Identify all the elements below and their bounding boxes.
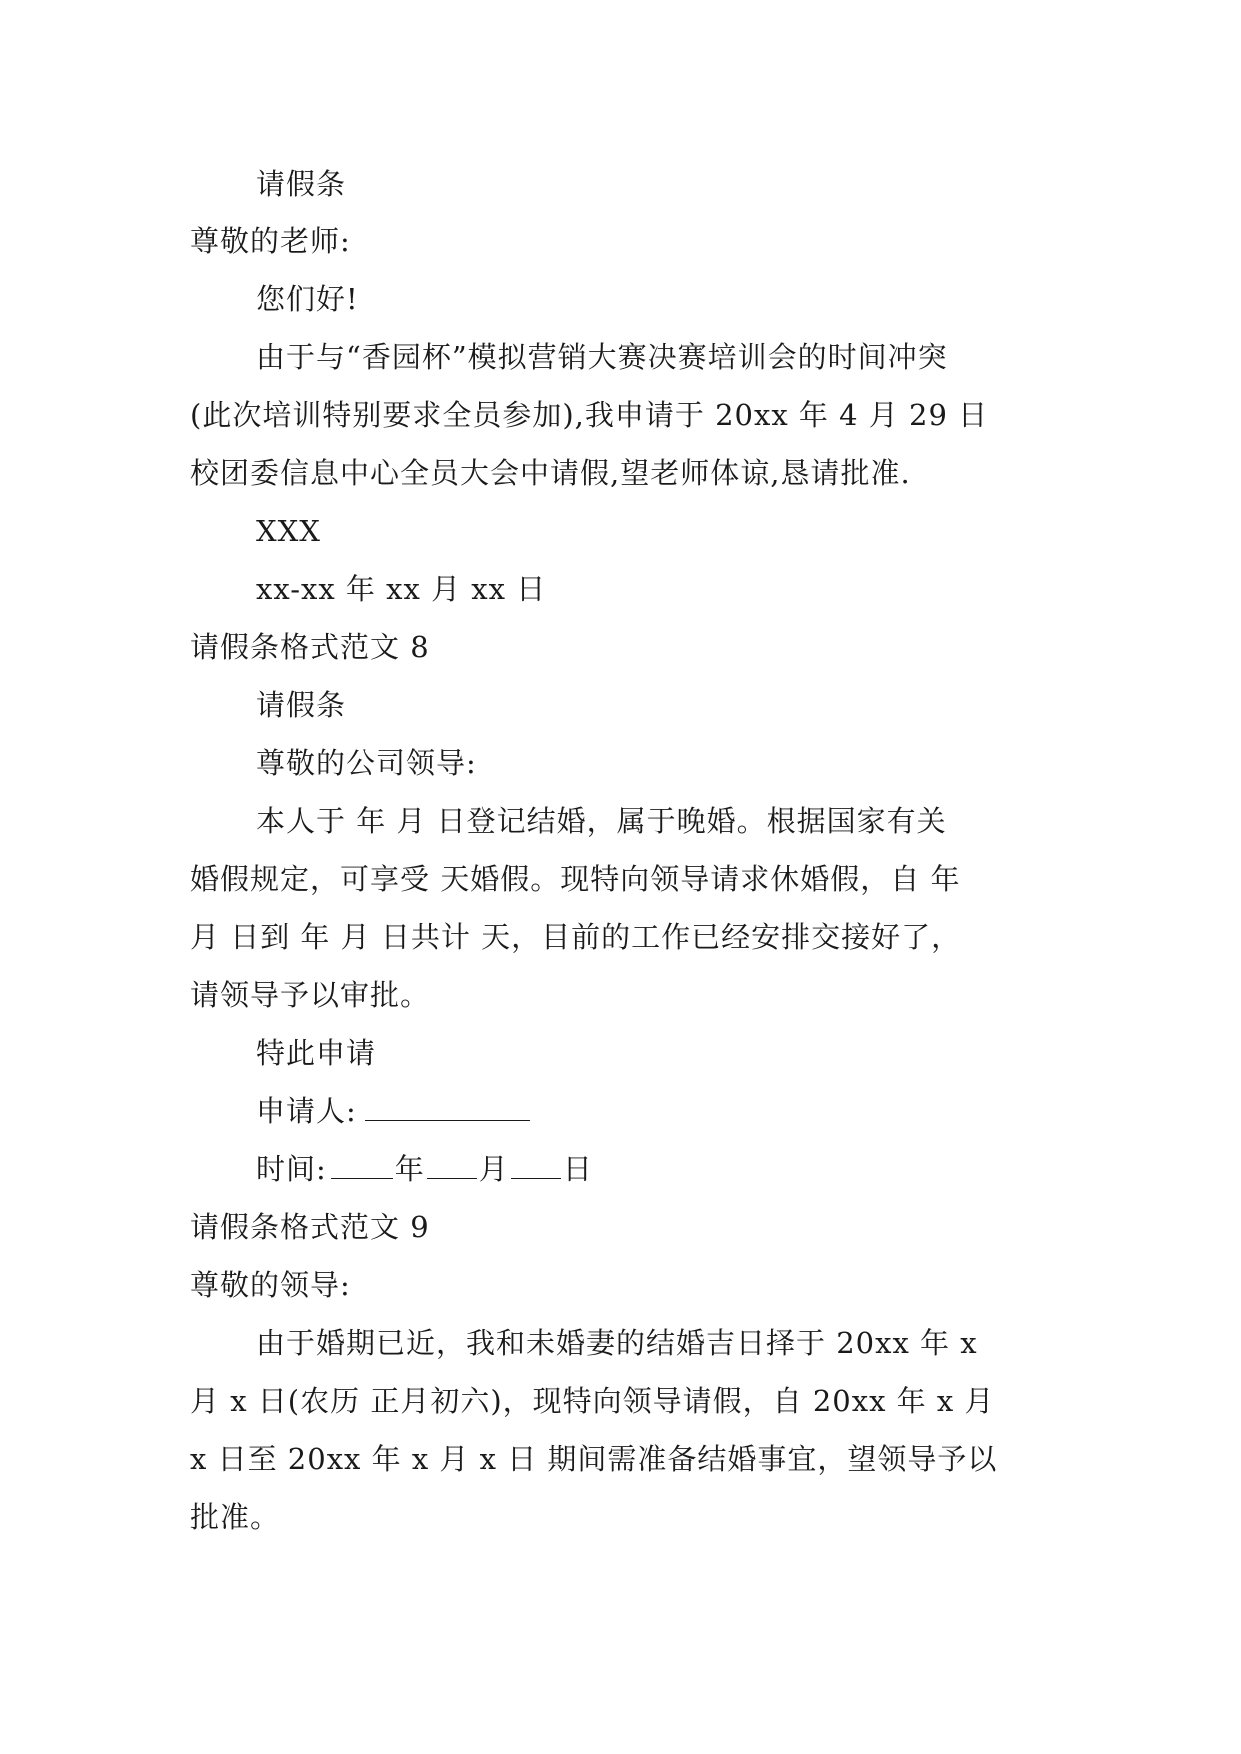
day-blank — [511, 1152, 561, 1179]
body-line: (此次培训特别要求全员参加),我申请于 20xx 年 4 月 29 日 — [190, 398, 989, 432]
month-label: 月 — [478, 1152, 509, 1186]
salutation: 尊敬的公司领导: — [256, 746, 477, 780]
body-line: 校团委信息中心全员大会中请假,望老师体谅,恳请批准. — [190, 456, 911, 490]
section-title: 请假条格式范文 8 — [190, 630, 430, 664]
body-line: 婚假规定，可享受 天婚假。现特向领导请求休婚假，自 年 — [190, 862, 961, 896]
body-line: 本人于 年 月 日登记结婚，属于晚婚。根据国家有关 — [256, 804, 947, 838]
time-label: 时间: — [256, 1152, 327, 1186]
year-blank — [331, 1152, 393, 1179]
body-line: 请领导予以审批。 — [190, 978, 431, 1012]
leave-note-heading: 请假条 — [256, 167, 347, 201]
body-line: 批准。 — [190, 1500, 281, 1534]
greeting: 您们好! — [256, 282, 359, 316]
time-line — [256, 1149, 593, 1189]
body-line: 由于婚期已近，我和未婚妻的结婚吉日择于 20xx 年 x — [256, 1326, 978, 1360]
body-line: x 日至 20xx 年 x 月 x 日 期间需准备结婚事宜，望领导予以 — [190, 1442, 998, 1476]
applicant-label: 申请人: — [256, 1094, 357, 1128]
day-label: 日 — [562, 1152, 593, 1186]
month-blank — [427, 1152, 477, 1179]
salutation: 尊敬的老师: — [190, 224, 351, 258]
applicant-blank — [365, 1094, 530, 1121]
section-title: 请假条格式范文 9 — [190, 1210, 430, 1244]
signature: XXX — [256, 514, 321, 548]
date-line: xx-xx 年 xx 月 xx 日 — [256, 572, 547, 606]
leave-note-heading: 请假条 — [256, 688, 347, 722]
body-line: 月 x 日(农历 正月初六)，现特向领导请假，自 20xx 年 x 月 — [190, 1384, 995, 1418]
body-line: 由于与“香园杯”模拟营销大赛决赛培训会的时间冲突 — [256, 340, 948, 374]
applicant-line — [256, 1091, 530, 1131]
body-line: 月 日到 年 月 日共计 天，目前的工作已经安排交接好了， — [190, 920, 962, 954]
year-label: 年 — [394, 1152, 425, 1186]
salutation: 尊敬的领导: — [190, 1268, 351, 1302]
closing: 特此申请 — [256, 1036, 377, 1070]
